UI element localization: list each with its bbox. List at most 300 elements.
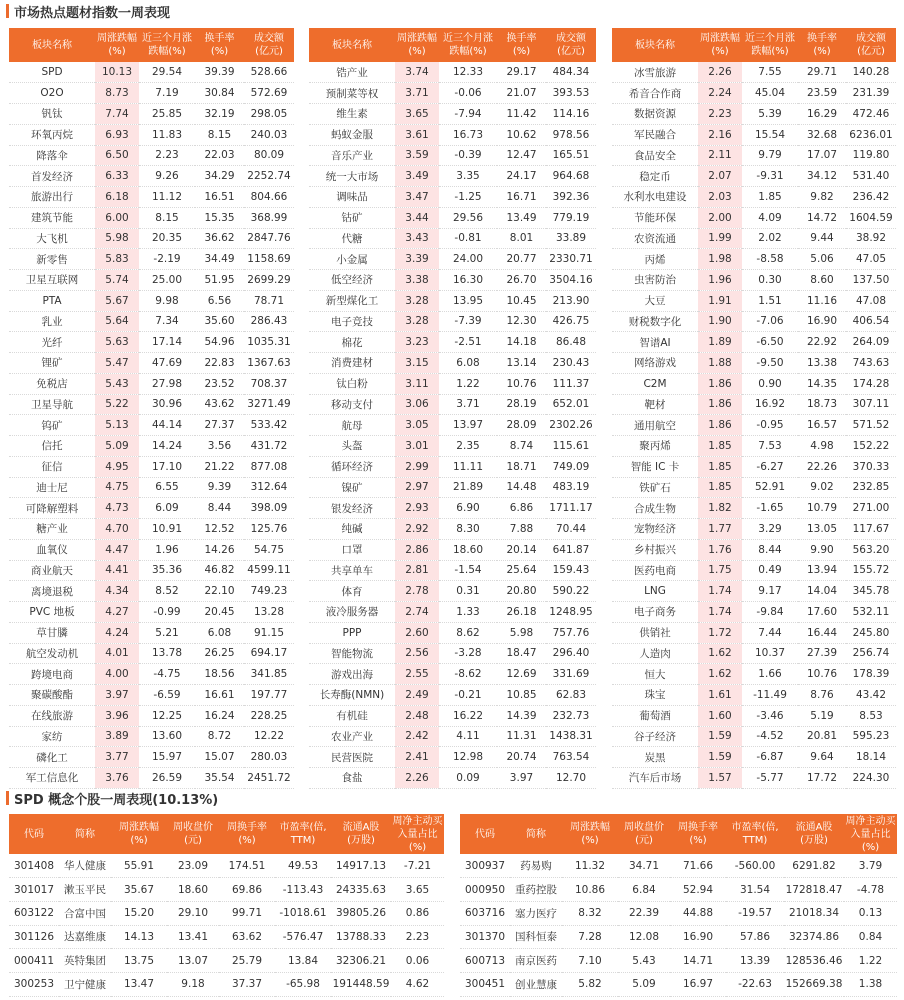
sector-cell: 2.16 [698,124,742,145]
sector-cell: 15.54 [742,124,798,145]
sector-cell: 165.51 [546,145,596,166]
stock-cell: 39805.26 [331,901,391,925]
sector-cell: 0.31 [439,581,497,602]
sector-row [309,477,596,498]
sector-cell: 0.49 [742,560,798,581]
sector-row [9,145,294,166]
sector-cell: 2.86 [395,539,439,560]
sector-cell: 115.61 [546,436,596,457]
sector-cell: 213.90 [546,290,596,311]
sector-row [9,332,294,353]
sector-cell: 建筑节能 [9,207,95,228]
sector-cell: 533.42 [244,415,294,436]
sector-cell: 3.61 [395,124,439,145]
stock-table-body [9,854,444,996]
sector-cell: 10.91 [139,519,195,540]
sector-cell: -6.27 [742,456,798,477]
sector-cell: 离境退税 [9,581,95,602]
sector-cell: 1.33 [439,602,497,623]
sector-header-cell: 成交额 (亿元) [244,28,294,62]
sector-cell: 代糖 [309,228,395,249]
sector-cell: 26.25 [195,643,244,664]
sector-cell: 征信 [9,456,95,477]
sector-cell: LNG [612,581,698,602]
sector-cell: 14.72 [798,207,846,228]
stock-cell: 69.86 [219,878,275,902]
stock-header-cell: 周收盘价 (元) [167,814,219,854]
sector-cell: 26.59 [139,768,195,789]
stock-cell: 301017 [9,878,59,902]
sector-cell: 8.44 [742,539,798,560]
sector-cell: 3.28 [395,311,439,332]
sector-row [309,249,596,270]
sector-cell: 13.94 [798,560,846,581]
stock-cell: 32374.86 [784,925,844,949]
sector-cell: 16.44 [798,622,846,643]
sector-row [9,166,294,187]
stock-cell: 128536.46 [784,949,844,973]
sector-cell: 1.85 [698,456,742,477]
sector-cell: 宠物经济 [612,519,698,540]
sector-cell: 调味品 [309,187,395,208]
sector-cell: 跨境电商 [9,664,95,685]
sector-cell: -7.94 [439,104,497,125]
stock-cell: 2.23 [391,925,444,949]
sector-cell: 11.31 [497,726,546,747]
sector-row [309,353,596,374]
sector-cell: 1.62 [698,643,742,664]
sector-cell: 环氧丙烷 [9,124,95,145]
sector-cell: -1.25 [439,187,497,208]
sector-cell: 9.26 [139,166,195,187]
sector-cell: 54.75 [244,539,294,560]
sector-cell: 43.62 [195,394,244,415]
sector-cell: 9.90 [798,539,846,560]
sector-cell: 23.59 [798,83,846,104]
sector-cell: 财税数字化 [612,311,698,332]
sector-cell: 1.74 [698,581,742,602]
stock-cell: 13.07 [167,949,219,973]
sector-cell: 27.98 [139,373,195,394]
stock-cell: 漱玉平民 [59,878,111,902]
sector-cell: 12.33 [439,62,497,83]
sector-cell: -0.06 [439,83,497,104]
sector-cell: 14.39 [497,705,546,726]
sector-cell: 5.64 [95,311,139,332]
sector-cell: 245.80 [846,622,896,643]
stock-cell: -4.78 [844,878,897,902]
sector-cell: 1.96 [139,539,195,560]
stock-cell: 13.47 [111,972,167,996]
sector-cell: 体育 [309,581,395,602]
title-accent-bar [6,4,9,18]
sector-cell: 磷化工 [9,747,95,768]
stock-cell: 6291.82 [784,854,844,878]
sector-cell: 35.54 [195,768,244,789]
sector-cell: 9.17 [742,581,798,602]
sector-cell: 通用航空 [612,415,698,436]
sector-cell: 5.06 [798,249,846,270]
sector-cell: -9.84 [742,602,798,623]
sector-cell: 12.25 [139,705,195,726]
sector-cell: 免税店 [9,373,95,394]
sector-cell: 2.99 [395,456,439,477]
sector-cell: -1.54 [439,560,497,581]
sector-cell: 2.26 [395,768,439,789]
sector-cell: 29.17 [497,62,546,83]
sector-cell: 0.09 [439,768,497,789]
sector-cell: 13.14 [497,353,546,374]
sector-cell: 6.08 [439,353,497,374]
sector-cell: 6.93 [95,124,139,145]
sector-cell: 117.67 [846,519,896,540]
sector-cell: 30.96 [139,394,195,415]
sector-cell: 商业航天 [9,560,95,581]
sector-cell: 312.64 [244,477,294,498]
sector-cell: 2.48 [395,705,439,726]
sector-cell: 2.56 [395,643,439,664]
sector-cell: 6.00 [95,207,139,228]
sector-cell: 484.34 [546,62,596,83]
stock-header-cell: 代码 [9,814,59,854]
stock-cell: 0.84 [844,925,897,949]
sector-cell: 水利水电建设 [612,187,698,208]
sector-cell: 军民融合 [612,124,698,145]
sector-row [612,560,896,581]
sector-cell: 2.93 [395,498,439,519]
sector-cell: 8.30 [439,519,497,540]
sector-cell: 178.39 [846,664,896,685]
stock-cell: 16.90 [670,925,726,949]
sector-cell: 4.24 [95,622,139,643]
sector-cell: 医药电商 [612,560,698,581]
sector-cell: 140.28 [846,62,896,83]
sector-cell: 240.03 [244,124,294,145]
stock-cell: 13.41 [167,925,219,949]
sector-cell: 78.71 [244,290,294,311]
sector-cell: 降落伞 [9,145,95,166]
sector-cell: 119.80 [846,145,896,166]
stock-header-cell: 简称 [510,814,562,854]
stock-cell: 5.43 [618,949,670,973]
sector-cell: 7.74 [95,104,139,125]
sector-cell: 8.52 [139,581,195,602]
sector-cell: 1.88 [698,353,742,374]
sector-cell: 3.77 [95,747,139,768]
sector-cell: 18.56 [195,664,244,685]
sector-row [9,498,294,519]
sector-cell: 7.55 [742,62,798,83]
sector-cell: 22.10 [195,581,244,602]
sector-row [612,643,896,664]
sector-cell: 8.53 [846,705,896,726]
sector-cell: 血氧仪 [9,539,95,560]
sector-cell: 271.00 [846,498,896,519]
sector-cell: 232.73 [546,705,596,726]
sector-cell: 2.74 [395,602,439,623]
stock-cell: 99.71 [219,901,275,925]
sector-cell: 10.45 [497,290,546,311]
sector-cell: -4.75 [139,664,195,685]
sector-cell: 28.09 [497,415,546,436]
sector-cell: 232.85 [846,477,896,498]
stock-row [9,878,444,902]
sector-cell: 1.62 [698,664,742,685]
sector-row [9,104,294,125]
sector-cell: 80.09 [244,145,294,166]
stock-section-title [6,788,218,808]
sector-cell: -9.50 [742,353,798,374]
stock-row [460,972,897,996]
sector-cell: 8.15 [139,207,195,228]
sector-cell: 4.75 [95,477,139,498]
sector-cell: 20.74 [497,747,546,768]
sector-cell: 23.52 [195,373,244,394]
sector-cell: 20.45 [195,602,244,623]
sector-table-middle [309,28,596,789]
sector-cell: 483.19 [546,477,596,498]
stock-cell: 10.86 [562,878,618,902]
stock-cell: 14917.13 [331,854,391,878]
sector-cell: 8.73 [95,83,139,104]
stock-row [9,901,444,925]
sector-cell: 406.54 [846,311,896,332]
sector-cell: 30.84 [195,83,244,104]
sector-header-cell: 周涨跌幅 (%) [395,28,439,62]
sector-cell: 4.09 [742,207,798,228]
sector-cell: 2.41 [395,747,439,768]
sector-cell: 农资流通 [612,228,698,249]
sector-cell: 532.11 [846,602,896,623]
sector-cell: 10.76 [798,664,846,685]
sector-cell: 224.30 [846,768,896,789]
sector-row [9,228,294,249]
stock-cell: 000950 [460,878,510,902]
sector-cell: 47.08 [846,290,896,311]
sector-cell: 13.60 [139,726,195,747]
sector-row [612,436,896,457]
sector-row [612,498,896,519]
stock-cell: 4.62 [391,972,444,996]
stock-cell: 0.86 [391,901,444,925]
sector-cell: 18.14 [846,747,896,768]
sector-cell: 1035.31 [244,332,294,353]
sector-cell: 20.35 [139,228,195,249]
stock-cell: 3.65 [391,878,444,902]
sector-row [612,539,896,560]
sector-cell: 12.70 [546,768,596,789]
sector-cell: 3504.16 [546,270,596,291]
sector-cell: 乡村振兴 [612,539,698,560]
sector-cell: 钒钛 [9,104,95,125]
sector-cell: 智能 IC 卡 [612,456,698,477]
sector-cell: 298.05 [244,104,294,125]
sector-cell: 5.74 [95,270,139,291]
sector-row [309,436,596,457]
sector-cell: 蚂蚁金服 [309,124,395,145]
sector-row [9,581,294,602]
sector-row [309,311,596,332]
sector-cell: 70.44 [546,519,596,540]
sector-cell: 8.44 [195,498,244,519]
sector-cell: 14.48 [497,477,546,498]
sector-cell: 维生素 [309,104,395,125]
sector-table-body [309,62,596,788]
sector-row [9,685,294,706]
stock-cell: 37.37 [219,972,275,996]
sector-cell: 86.48 [546,332,596,353]
sector-cell: 4.34 [95,581,139,602]
sector-cell: 节能环保 [612,207,698,228]
sector-row [612,311,896,332]
stock-cell: 52.94 [670,878,726,902]
sector-cell: 12.22 [244,726,294,747]
sector-cell: 13.78 [139,643,195,664]
sector-cell: 757.76 [546,622,596,643]
sector-row [309,685,596,706]
sector-cell: 电子竞技 [309,311,395,332]
sector-row [612,166,896,187]
stock-cell: 16.97 [670,972,726,996]
sector-cell: PVC 地板 [9,602,95,623]
sector-cell: 1.86 [698,415,742,436]
sector-row [9,643,294,664]
sector-row [9,415,294,436]
sector-row [9,519,294,540]
sector-cell: 13.97 [439,415,497,436]
stock-cell: 35.67 [111,878,167,902]
sector-row [9,353,294,374]
sector-cell: 563.20 [846,539,896,560]
sector-row [612,622,896,643]
sector-cell: 1.96 [698,270,742,291]
sector-cell: 2.02 [742,228,798,249]
stock-cell: 174.51 [219,854,275,878]
stock-table-body [460,854,897,996]
sector-cell: 15.07 [195,747,244,768]
sector-cell: 4.00 [95,664,139,685]
sector-cell: -6.87 [742,747,798,768]
sector-row [9,187,294,208]
sector-cell: 14.26 [195,539,244,560]
sector-cell: 1.61 [698,685,742,706]
sector-row [612,664,896,685]
sector-row [309,166,596,187]
sector-cell: 13.28 [244,602,294,623]
sector-row [309,768,596,789]
sector-header-row [9,28,294,62]
stock-cell: 6.84 [618,878,670,902]
sector-cell: 45.04 [742,83,798,104]
sector-cell: 20.77 [497,249,546,270]
sector-cell: 13.05 [798,519,846,540]
sector-cell: -0.39 [439,145,497,166]
sector-cell: 5.47 [95,353,139,374]
sector-cell: 16.61 [195,685,244,706]
sector-row [309,145,596,166]
sector-row [9,373,294,394]
sector-cell: 155.72 [846,560,896,581]
sector-cell: 34.49 [195,249,244,270]
sector-cell: 棉花 [309,332,395,353]
stock-cell: 34.71 [618,854,670,878]
sector-cell: 有机硅 [309,705,395,726]
sector-cell: 111.37 [546,373,596,394]
sector-cell: 汽车后市场 [612,768,698,789]
sector-cell: 708.37 [244,373,294,394]
sector-cell: 1.59 [698,726,742,747]
sector-cell: -0.81 [439,228,497,249]
sector-cell: 乳业 [9,311,95,332]
sector-cell: 2451.72 [244,768,294,789]
stock-header-cell: 周收盘价 (元) [618,814,670,854]
stock-cell: 22.39 [618,901,670,925]
sector-cell: -8.58 [742,249,798,270]
stock-header-row [460,814,897,854]
sector-cell: -3.46 [742,705,798,726]
sector-row [309,747,596,768]
sector-cell: 3.35 [439,166,497,187]
stock-cell: 14.13 [111,925,167,949]
sector-cell: 3.71 [439,394,497,415]
sector-cell: 3.11 [395,373,439,394]
stock-cell: 15.20 [111,901,167,925]
sector-cell: 8.15 [195,124,244,145]
sector-cell: 804.66 [244,187,294,208]
sector-cell: 20.81 [798,726,846,747]
sector-cell: 1158.69 [244,249,294,270]
stock-cell: 21018.34 [784,901,844,925]
sector-row [9,270,294,291]
sector-cell: 6.50 [95,145,139,166]
stock-cell: 29.10 [167,901,219,925]
stock-cell: 1.22 [844,949,897,973]
sector-cell: 1.85 [698,436,742,457]
sector-cell: 3.44 [395,207,439,228]
sector-cell: 口罩 [309,539,395,560]
sector-cell: 159.43 [546,560,596,581]
stock-cell: 南京医药 [510,949,562,973]
stock-cell: 32306.21 [331,949,391,973]
sector-cell: 2330.71 [546,249,596,270]
sector-cell: 航空发动机 [9,643,95,664]
sector-cell: 2.60 [395,622,439,643]
sector-cell: 13.95 [439,290,497,311]
sector-cell: 33.89 [546,228,596,249]
sector-cell: 锆产业 [309,62,395,83]
sector-cell: 谷子经济 [612,726,698,747]
sector-cell: 可降解塑料 [9,498,95,519]
stock-header-row [9,814,444,854]
sector-cell: 7.19 [139,83,195,104]
sector-cell: 17.14 [139,332,195,353]
sector-cell: 694.17 [244,643,294,664]
stock-header-cell: 流通A股 (万股) [331,814,391,854]
sector-cell: 1.75 [698,560,742,581]
sector-header-cell: 成交额 (亿元) [546,28,596,62]
stock-cell: 18.60 [167,878,219,902]
stock-cell: -19.57 [726,901,784,925]
stock-cell: 301126 [9,925,59,949]
stock-cell: 重药控股 [510,878,562,902]
sector-cell: 3.39 [395,249,439,270]
sector-cell: 1.82 [698,498,742,519]
sector-cell: 2.81 [395,560,439,581]
sector-cell: -8.62 [439,664,497,685]
sector-cell: 合成生物 [612,498,698,519]
sector-cell: 旅游出行 [9,187,95,208]
sector-cell: 46.82 [195,560,244,581]
